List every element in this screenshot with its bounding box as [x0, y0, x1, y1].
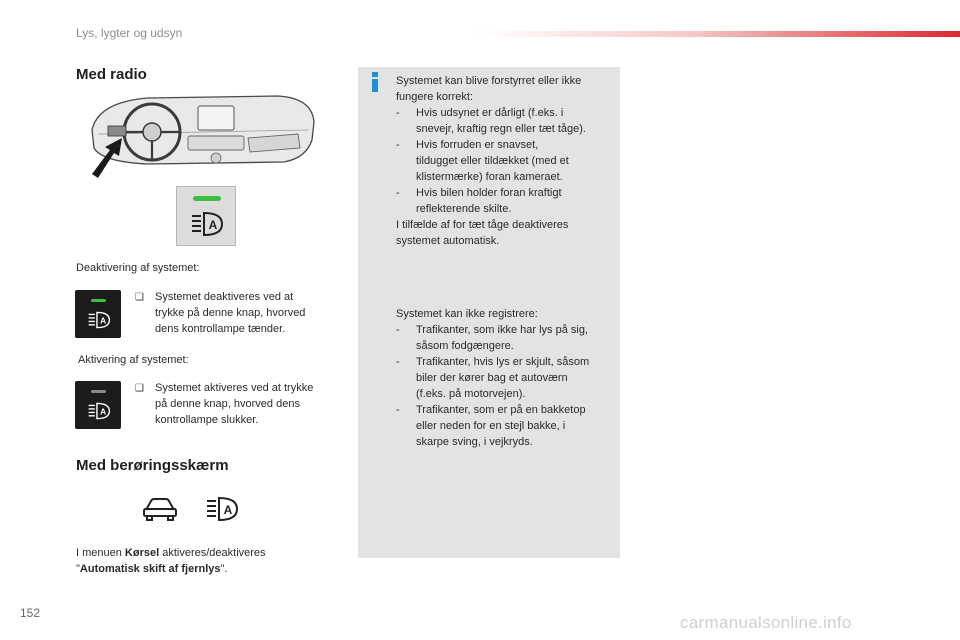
info-block-limitations [396, 306, 616, 450]
indicator-lamp-on [193, 196, 221, 201]
text-line: dens kontrollampe tænder. [155, 323, 286, 335]
bullet-symbol: ❑ [135, 292, 144, 303]
touchscreen-section-title: Med berøringsskærm [76, 457, 229, 474]
auto-high-beam-icon [190, 211, 224, 237]
auto-high-beam-icon [87, 402, 111, 420]
text-line: Trafikanter, som ikke har lys på sig, [416, 324, 588, 336]
quote-close: ". [220, 563, 228, 575]
svg-text:A: A [100, 315, 107, 326]
text-line: fungere korrekt: [396, 91, 474, 103]
text-line: klistermærke) foran kameraet. [416, 171, 563, 183]
radio-section-title: Med radio [76, 66, 147, 83]
list-item [396, 105, 616, 137]
text-line: I tilfælde af for tæt tåge deaktiveres [396, 219, 569, 231]
section-header-title: Lys, lygter og udsyn [76, 26, 183, 40]
activation-label: Aktivering af systemet: [78, 354, 189, 366]
list-item [396, 354, 616, 402]
text-line: eller neden for en stejl bakke, i [416, 420, 566, 432]
header-accent-bar [478, 31, 960, 37]
quote-open: " [76, 563, 80, 575]
text-line: Systemet aktiveres ved at trykke [155, 382, 314, 394]
menu-prefix: I menuen [76, 547, 125, 559]
indicator-lamp-on [91, 299, 106, 302]
text-line: Systemet deaktiveres ved at [155, 291, 294, 303]
auto-high-beam-button-off [75, 381, 121, 429]
svg-text:A: A [100, 406, 107, 417]
list-item [396, 402, 616, 450]
text-line: snevejr, kraftig regn eller tæt tåge). [416, 123, 586, 135]
text-line: Systemet kan blive forstyrret eller ikke [396, 75, 582, 87]
menu-mid: aktiveres/deaktiveres [159, 547, 266, 559]
list-item [396, 185, 616, 217]
list-item [396, 322, 616, 354]
auto-high-beam-icon [87, 311, 111, 329]
dashboard-illustration [88, 92, 318, 178]
text-line: Hvis udsynet er dårligt (f.eks. i [416, 107, 564, 119]
text-line: biler der kører bag et autoværn [416, 372, 568, 384]
touchscreen-instruction [76, 545, 346, 577]
feature-name: Automatisk skift af fjernlys [79, 563, 221, 575]
svg-text:A: A [223, 503, 233, 517]
auto-high-beam-button-on [75, 290, 121, 338]
svg-text:A: A [208, 218, 218, 232]
text-line: Systemet kan ikke registrere: [396, 308, 538, 320]
text-line: Hvis bilen holder foran kraftigt [416, 187, 562, 199]
text-line: Trafikanter, som er på en bakketop [416, 404, 586, 416]
menu-line [76, 545, 346, 561]
text-line: såsom fodgængere. [416, 340, 514, 352]
car-icon [142, 496, 178, 522]
auto-high-beam-icon [204, 496, 240, 522]
text-line: reflekterende skilte. [416, 203, 512, 215]
text-line: trykke på denne knap, hvorved [155, 307, 306, 319]
deactivation-label: Deaktivering af systemet: [76, 262, 200, 274]
page-number: 152 [20, 606, 41, 620]
list-item [396, 137, 616, 185]
activation-instruction [155, 380, 345, 428]
list-dash: - [396, 356, 400, 368]
list-dash: - [396, 187, 400, 199]
list-dash: - [396, 404, 400, 416]
list-dash: - [396, 139, 400, 151]
text-line: på denne knap, hvorved dens [155, 398, 300, 410]
text-line: Trafikanter, hvis lys er skjult, såsom [416, 356, 590, 368]
feature-line [76, 561, 346, 577]
menu-name: Kørsel [124, 547, 160, 559]
list-dash: - [396, 107, 400, 119]
deactivation-instruction [155, 289, 345, 337]
info-block-disturbance [396, 73, 616, 249]
text-line: Hvis forruden er snavset, [416, 139, 539, 151]
text-line: skarpe sving, i vejkryds. [416, 436, 533, 448]
auto-high-beam-button-large [176, 186, 236, 246]
list-dash: - [396, 324, 400, 336]
text-line: tildugget eller tildækket (med et [416, 155, 569, 167]
info-icon [366, 71, 384, 93]
text-line: kontrollampe slukker. [155, 414, 259, 426]
text-line: systemet automatisk. [396, 235, 500, 247]
text-line: (f.eks. på motorvejen). [416, 388, 526, 400]
indicator-lamp-off [91, 390, 106, 393]
bullet-symbol: ❑ [135, 383, 144, 394]
watermark: carmanualsonline.info [680, 613, 852, 632]
